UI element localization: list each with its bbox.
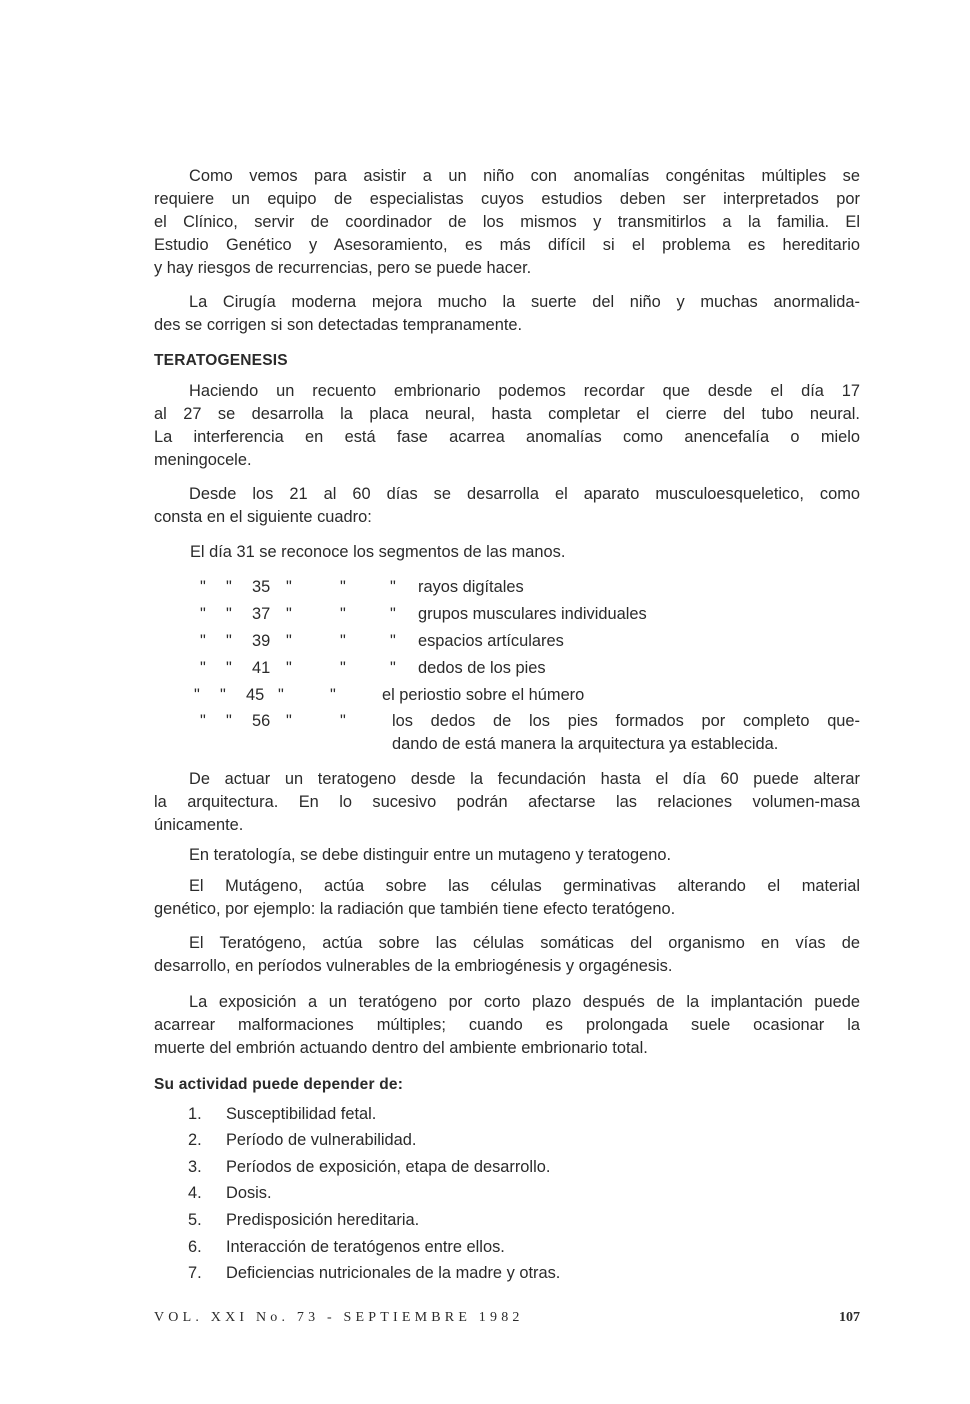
ditto-mark: " — [226, 712, 232, 730]
list-item — [188, 1129, 416, 1152]
page-footer — [154, 1306, 860, 1329]
ditto-mark: " — [194, 686, 200, 704]
paragraph-exposicion — [154, 991, 860, 1060]
list-text: Deficiencias nutricionales de la madre y otras. — [226, 1264, 561, 1282]
list-item — [188, 1209, 419, 1232]
paragraph-anomalias — [154, 165, 860, 280]
list-item — [188, 1156, 550, 1179]
ditto-mark: " — [390, 659, 396, 677]
ditto-mark: " — [200, 578, 206, 596]
paragraph-teratogeno — [154, 932, 860, 978]
text-line: Haciendo un recuento embrionario podemos recordar que desde el día 17 — [189, 382, 860, 400]
list-text: Predisposición hereditaria. — [226, 1211, 420, 1229]
list-number: 2. — [188, 1131, 202, 1149]
ditto-mark: " — [390, 605, 396, 623]
list-item — [188, 1262, 560, 1285]
text-line: la arquitectura. En lo sucesivo podrán afectarse las relaciones volumen-masa — [154, 793, 860, 811]
list-item — [188, 1236, 505, 1259]
ditto-mark: " — [286, 712, 292, 730]
text-line: desarrollo, en períodos vulnerables de la embriogénesis y orgagénesis. — [154, 957, 673, 975]
list-text: Interacción de teratógenos entre ellos. — [226, 1238, 505, 1256]
text-line: La Cirugía moderna mejora mucho la suerte del niño y muchas anormalida- — [189, 293, 860, 311]
ditto-mark: " — [340, 712, 346, 730]
text-line: acarrear malformaciones múltiples; cuando es prolongada suele ocasionar la — [154, 1016, 860, 1034]
page-number: 107 — [839, 1310, 860, 1325]
ditto-mark: " — [226, 605, 232, 623]
paragraph-teratogeno-accion — [154, 768, 860, 837]
ditto-mark: " — [226, 659, 232, 677]
text-line: únicamente. — [154, 816, 244, 834]
ditto-mark: " — [330, 686, 336, 704]
text-line: los dedos de los pies formados por completo que- — [392, 712, 860, 730]
table-day: 39 — [252, 632, 271, 650]
list-item — [188, 1103, 376, 1126]
paragraph-musculoesqueletico — [154, 483, 860, 529]
table-day: 35 — [252, 578, 271, 596]
ditto-mark: " — [278, 686, 284, 704]
table-text: rayos digítales — [418, 578, 524, 596]
ditto-mark: " — [286, 605, 292, 623]
list-number: 3. — [188, 1158, 202, 1176]
paragraph-cirugia — [154, 291, 860, 337]
text-line: El Teratógeno, actúa sobre las células somáticas del organismo en vías de — [189, 934, 860, 952]
list-text: Susceptibilidad fetal. — [226, 1105, 377, 1123]
text-line: el Clínico, servir de coordinador de los mismos y transmitirlos a la familia. El — [154, 213, 860, 231]
text-line: Como vemos para asistir a un niño con anomalías congénitas múltiples se — [189, 167, 860, 185]
text-line: des se corrigen si son detectadas tempranamente. — [154, 316, 523, 334]
ditto-mark: " — [286, 632, 292, 650]
table-text: espacios artículares — [418, 632, 564, 650]
section-heading-actividad: Su actividad puede depender de: — [154, 1076, 404, 1093]
list-text: Dosis. — [226, 1184, 272, 1202]
ditto-mark: " — [200, 712, 206, 730]
text-line: genético, por ejemplo: la radiación que también tiene efecto teratógeno. — [154, 900, 676, 918]
text-line: meningocele. — [154, 451, 252, 469]
table-day: 45 — [246, 686, 265, 704]
text-line: De actuar un teratogeno desde la fecundación hasta el día 60 puede alterar — [189, 770, 860, 788]
text-line: muerte del embrión actuando dentro del ambiente embrionario total. — [154, 1039, 648, 1057]
text-line: El Mutágeno, actúa sobre las células germinativas alterando el material — [189, 877, 860, 895]
list-number: 1. — [188, 1105, 202, 1123]
ditto-mark: " — [340, 632, 346, 650]
table-day: 56 — [252, 712, 271, 730]
table-row-first: El día 31 se reconoce los segmentos de las manos. — [190, 543, 566, 561]
list-text: Período de vulnerabilidad. — [226, 1131, 417, 1149]
list-number: 6. — [188, 1238, 202, 1256]
text-line: consta en el siguiente cuadro: — [154, 508, 372, 526]
text-line: La exposición a un teratógeno por corto plazo después de la implantación puede — [189, 993, 860, 1011]
paragraph-teratologia — [154, 844, 860, 867]
ditto-mark: " — [286, 578, 292, 596]
ditto-mark: " — [390, 578, 396, 596]
ditto-mark: " — [200, 605, 206, 623]
text-line: En teratología, se debe distinguir entre un mutageno y teratogeno. — [189, 846, 672, 864]
ditto-mark: " — [200, 659, 206, 677]
section-heading-teratogenesis: TERATOGENESIS — [154, 352, 288, 369]
text-line: al 27 se desarrolla la placa neural, hasta completar el cierre del tubo neural. — [154, 405, 860, 423]
ditto-mark: " — [220, 686, 226, 704]
text-line: dando de está manera la arquitectura ya establecida. — [392, 735, 779, 753]
ditto-mark: " — [390, 632, 396, 650]
list-number: 4. — [188, 1184, 202, 1202]
table-day: 37 — [252, 605, 271, 623]
paragraph-recuento — [154, 380, 860, 472]
table-text — [392, 710, 860, 756]
text-line: Estudio Genético y Asesoramiento, es más difícil si el problema es hereditario — [154, 236, 860, 254]
ditto-mark: " — [340, 605, 346, 623]
ditto-mark: " — [340, 659, 346, 677]
table-text: el periostio sobre el húmero — [382, 686, 585, 704]
list-text: Períodos de exposición, etapa de desarrollo. — [226, 1158, 551, 1176]
table-text: grupos musculares individuales — [418, 605, 647, 623]
list-number: 5. — [188, 1211, 202, 1229]
journal-issue: VOL. XXI No. 73 - SEPTIEMBRE 1982 — [154, 1310, 524, 1325]
ditto-mark: " — [286, 659, 292, 677]
text-line: requiere un equipo de especialistas cuyos estudios deben ser interpretados por — [154, 190, 860, 208]
list-item — [188, 1182, 272, 1205]
text-line: Desde los 21 al 60 días se desarrolla el aparato musculoesqueletico, como — [189, 485, 860, 503]
ditto-mark: " — [226, 632, 232, 650]
paragraph-mutageno — [154, 875, 860, 921]
ditto-mark: " — [340, 578, 346, 596]
table-day: 41 — [252, 659, 271, 677]
table-text: dedos de los pies — [418, 659, 546, 677]
text-line: y hay riesgos de recurrencias, pero se puede hacer. — [154, 259, 532, 277]
list-number: 7. — [188, 1264, 202, 1282]
ditto-mark: " — [226, 578, 232, 596]
ditto-mark: " — [200, 632, 206, 650]
text-line: La interferencia en está fase acarrea anomalías como anencefalía o mielo — [154, 428, 860, 446]
